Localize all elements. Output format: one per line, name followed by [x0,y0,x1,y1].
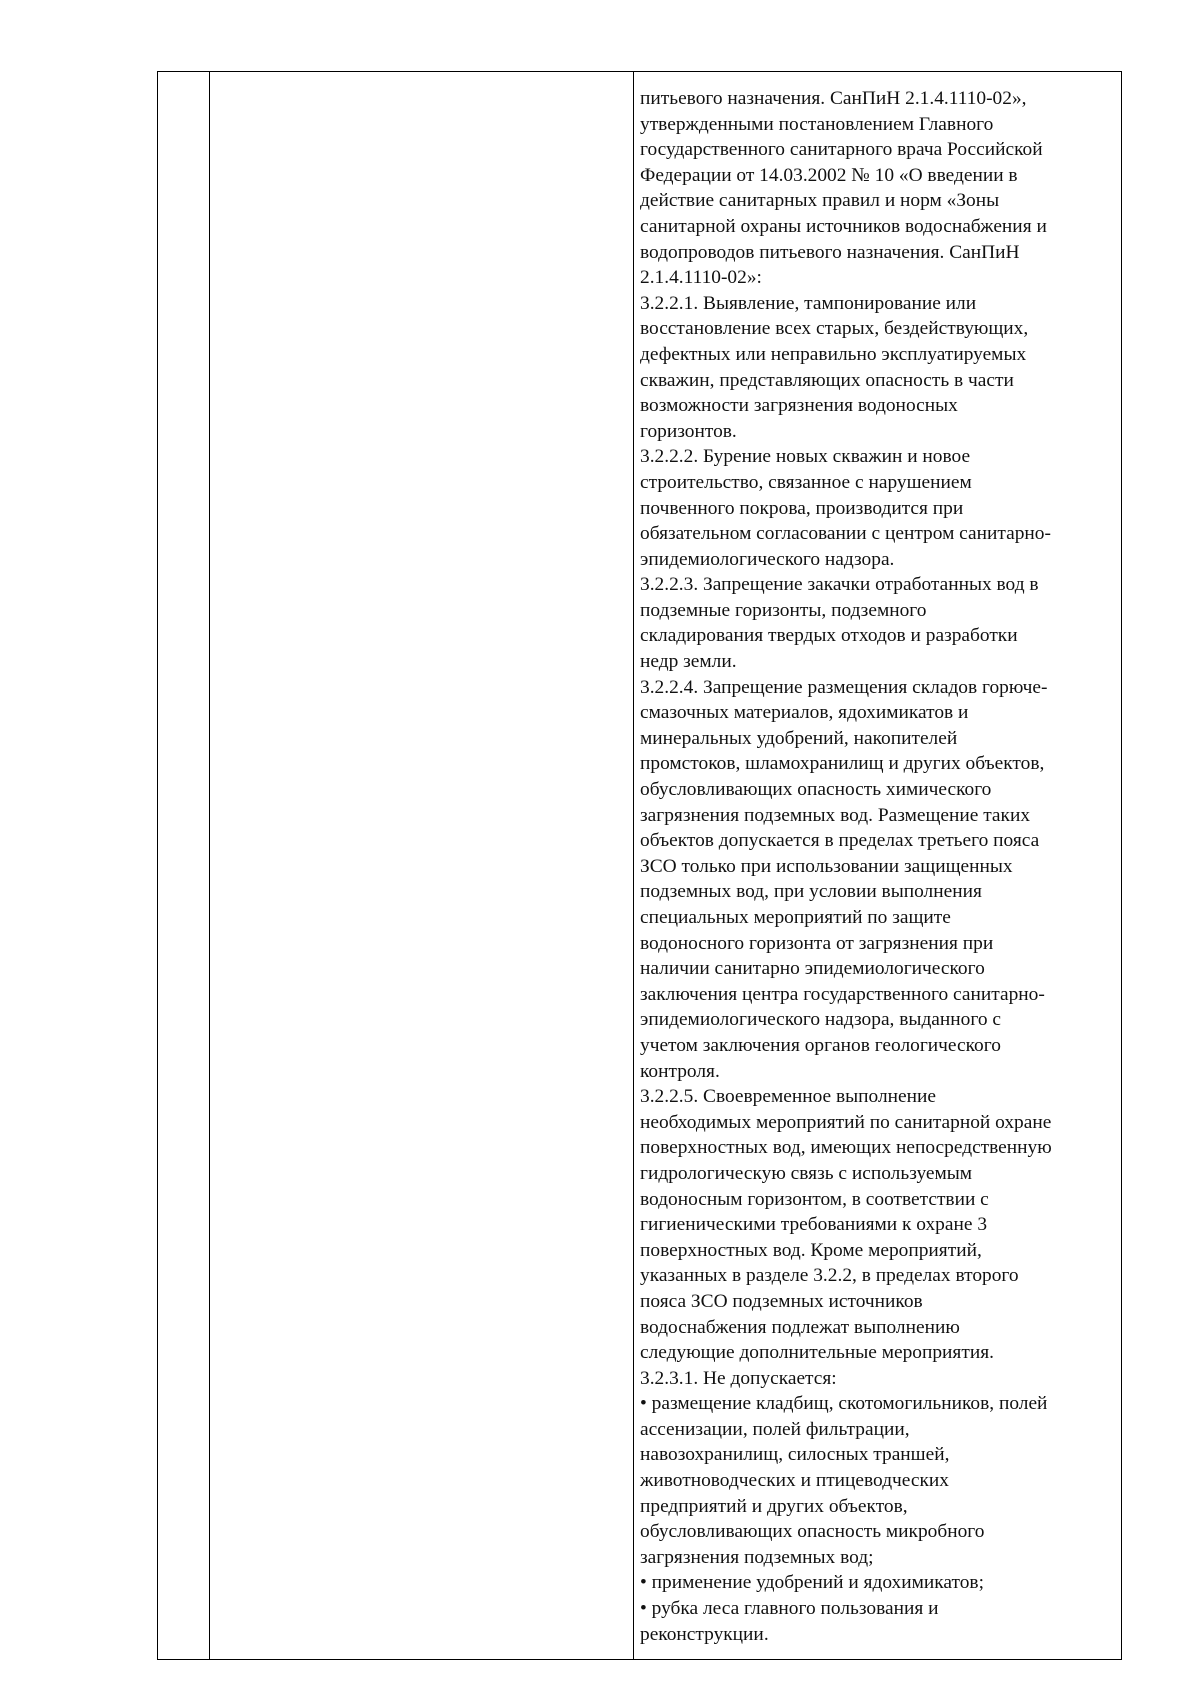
text-line: заключения центра государственного санитарно- [640,983,1045,1005]
column-divider-1 [209,72,210,1659]
text-line: питьевого назначения. СанПиН 2.1.4.1110-02», [640,88,1027,109]
text-line: загрязнения подземных вод. Размещение таких [640,804,1031,826]
text-line: смазочных материалов, ядохимикатов и [640,702,969,724]
text-line: водопроводов питьевого назначения. СанПиН [640,241,1020,263]
text-line: 3.2.2.5. Своевременное выполнение [640,1086,937,1108]
text-line: минеральных удобрений, накопителей [640,727,958,749]
text-line: поверхностных вод, имеющих непосредственную [640,1137,1052,1159]
text-line: 3.2.2.2. Бурение новых скважин и новое [640,446,971,468]
text-line: гигиеническими требованиями к охране 3 [640,1214,988,1236]
text-line: обязательном согласовании с центром санитарно- [640,523,1051,545]
text-line: водоснабжения подлежат выполнению [640,1316,960,1338]
text-line: складирования твердых отходов и разработки [640,625,1018,647]
text-line: животноводческих и птицеводческих [640,1470,949,1492]
text-line: обусловливающих опасность микробного [640,1521,985,1543]
text-line: • размещение кладбищ, скотомогильников, полей [640,1393,1048,1415]
text-line: обусловливающих опасность химического [640,779,992,801]
text-line: • рубка леса главного пользования и [640,1598,939,1620]
text-line: 3.2.2.4. Запрещение размещения складов горюче- [640,676,1048,698]
text-line: пояса ЗСО подземных источников [640,1290,923,1312]
text-line: 2.1.4.1110-02»: [640,267,762,289]
text-line: недр земли. [640,651,737,673]
text-line: санитарной охраны источников водоснабжения и [640,215,1047,237]
text-line: объектов допускается в пределах третьего пояса [640,830,1040,852]
text-line: ЗСО только при использовании защищенных [640,855,1013,877]
text-line: горизонтов. [640,420,737,442]
column-divider-2 [633,72,634,1659]
text-line: контроля. [640,1060,720,1082]
text-line: загрязнения подземных вод; [640,1546,874,1568]
text-line: строительство, связанное с нарушением [640,471,972,493]
text-line: подземные горизонты, подземного [640,599,927,621]
text-line: эпидемиологического надзора, выданного с [640,1009,1001,1031]
text-line: ассенизации, полей фильтрации, [640,1418,910,1440]
text-line: государственного санитарного врача Российской [640,139,1043,161]
text-line: действие санитарных правил и норм «Зоны [640,190,1000,212]
text-line: Федерации от 14.03.2002 № 10 «О введении в [640,164,1018,186]
text-line: дефектных или неправильно эксплуатируемых [640,343,1027,365]
document-table [157,71,1122,1660]
text-line: восстановление всех старых, бездействующих, [640,318,1029,340]
text-line: следующие дополнительные мероприятия. [640,1342,994,1364]
text-line: реконструкции. [640,1623,769,1645]
text-line: предприятий и других объектов, [640,1495,908,1517]
text-line: почвенного покрова, производится при [640,497,964,519]
text-line: указанных в разделе 3.2.2, в пределах второго [640,1265,1019,1287]
text-line: водоносного горизонта от загрязнения при [640,932,994,954]
text-line: водоносным горизонтом, в соответствии с [640,1188,989,1210]
table-cell-text [640,86,1118,1647]
text-line: специальных мероприятий по защите [640,907,951,928]
text-line: навозохранилищ, силосных траншей, [640,1444,950,1466]
text-line: 3.2.2.3. Запрещение закачки отработанных вод в [640,574,1039,596]
text-line: поверхностных вод. Кроме мероприятий, [640,1239,982,1261]
text-line: • применение удобрений и ядохимикатов; [640,1572,984,1594]
text-line: эпидемиологического надзора. [640,548,895,570]
text-line: 3.2.3.1. Не допускается: [640,1367,837,1389]
text-line: утвержденными постановлением Главного [640,113,994,135]
text-line: учетом заключения органов геологического [640,1034,1001,1056]
text-line: 3.2.2.1. Выявление, тампонирование или [640,292,977,314]
text-line: скважин, представляющих опасность в части [640,369,1014,391]
text-line: промстоков, шламохранилищ и других объектов, [640,753,1045,775]
text-line: наличии санитарно эпидемиологического [640,958,985,980]
text-line: возможности загрязнения водоносных [640,395,958,417]
text-line: необходимых мероприятий по санитарной охране [640,1111,1052,1133]
text-line: гидрологическую связь с используемым [640,1162,973,1184]
text-line: подземных вод, при условии выполнения [640,881,982,903]
